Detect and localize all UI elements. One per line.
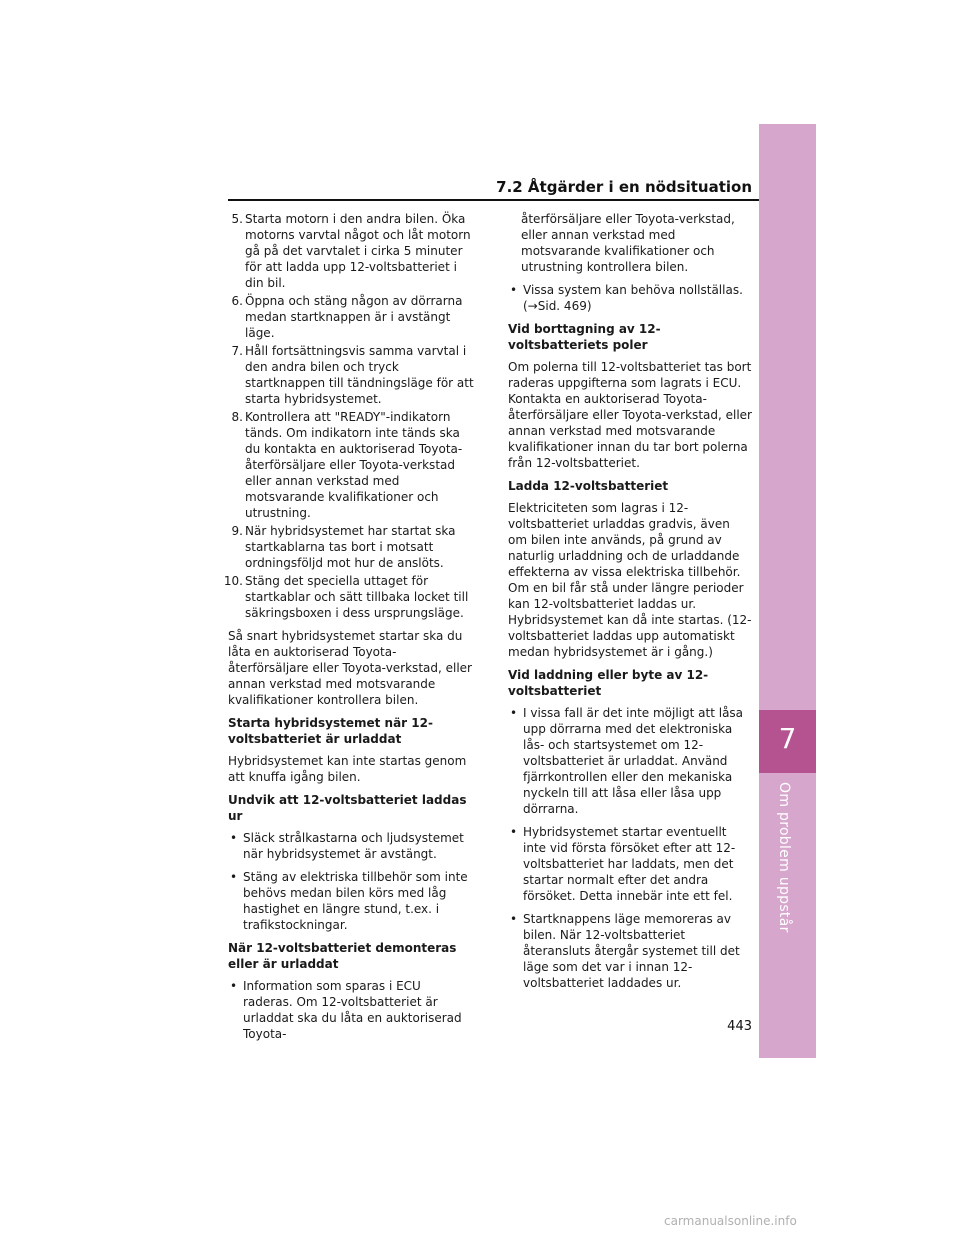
bullet-text: Vissa system kan behöva nollställas. (→Sid. 469) bbox=[523, 283, 743, 313]
left-column bbox=[223, 211, 474, 1049]
bullet-text: Släck strålkastarna och ljudsystemet när hybridsystemet är avstängt. bbox=[243, 831, 464, 861]
bullet-dot: • bbox=[230, 831, 238, 845]
bullet-item bbox=[228, 830, 474, 862]
header-divider bbox=[228, 199, 759, 201]
step-item bbox=[228, 409, 474, 521]
step-text: När hybridsystemet har startat ska startkablarna tas bort i motsatt ordningsföljd mot hur de anslöts. bbox=[245, 524, 456, 570]
numbered-steps bbox=[223, 211, 474, 621]
paragraph: Hybridsystemet kan inte startas genom att knuffa igång bilen. bbox=[228, 754, 467, 784]
paragraph: Om polerna till 12-voltsbatteriet tas bort raderas uppgifterna som lagrats i ECU. Kontakta en auktoriserad Toyota-återförsäljare eller Toyota-verkstad, eller annan verkstad med motsvarande kvalifikationer innan du tar bort polerna från 12-voltsbatteriet. bbox=[508, 360, 752, 470]
step-item bbox=[228, 343, 474, 407]
chapter-label: Om problem uppstår bbox=[776, 782, 792, 933]
bullet-text: I vissa fall är det inte möjligt att låsa upp dörrarna med det elektroniska lås- och startsystemet om 12-voltsbatteriet är urladdat. Använd fjärrkontrollen eller den mekaniska nyckeln till att låsa eller låsa upp dörrarna. bbox=[523, 706, 744, 816]
step-number: 10. bbox=[223, 574, 243, 588]
step-item bbox=[228, 211, 474, 291]
bullet-dot: • bbox=[510, 283, 518, 297]
watermark-text[interactable]: carmanualsonline.info bbox=[664, 1214, 797, 1228]
bullet-item bbox=[228, 978, 474, 1042]
bullet-text: Information som sparas i ECU raderas. Om 12-voltsbatteriet är urladdat ska du låta en auktoriserad Toyota- bbox=[243, 979, 462, 1041]
continued-bullet-text: återförsäljare eller Toyota-verkstad, eller annan verkstad med motsvarande kvalifikationer och utrustning kontrollera bilen. bbox=[521, 212, 735, 274]
bullet-dot: • bbox=[230, 870, 238, 884]
step-item bbox=[223, 573, 474, 621]
bullet-dot: • bbox=[510, 912, 518, 926]
chapter-number: 7 bbox=[778, 722, 797, 755]
bullet-text: Startknappens läge memoreras av bilen. När 12-voltsbatteriet återansluts återgår systemet till det läge som det var i innan 12-voltsbatteriet laddades ur. bbox=[523, 912, 740, 990]
subheading: Undvik att 12-voltsbatteriet laddas ur bbox=[228, 793, 467, 823]
step-number: 9. bbox=[231, 524, 243, 538]
bullet-dot: • bbox=[510, 706, 518, 720]
subheading: Starta hybridsystemet när 12-voltsbatteriet är urladdat bbox=[228, 716, 433, 746]
step-text: Öppna och stäng någon av dörrarna medan startknappen är i avstängt läge. bbox=[245, 294, 463, 340]
subheading: Ladda 12-voltsbatteriet bbox=[508, 479, 669, 493]
bullet-text: Stäng av elektriska tillbehör som inte behövs medan bilen körs med låg hastighet en längre stund, t.ex. i trafikstockningar. bbox=[243, 870, 468, 932]
subheading: Vid borttagning av 12-voltsbatteriets poler bbox=[508, 322, 661, 352]
bullet-text: Hybridsystemet startar eventuellt inte vid första försöket efter att 12-voltsbatteriet har laddats, men det startar normalt efter det andra försöket. Detta innebär inte ett fel. bbox=[523, 825, 736, 903]
page-number: 443 bbox=[727, 1019, 752, 1034]
step-text: Stäng det speciella uttaget för startkablar och sätt tillbaka locket till säkringsboxen i dess ursprungsläge. bbox=[245, 574, 469, 620]
bullet-item bbox=[228, 869, 474, 933]
step-text: Starta motorn i den andra bilen. Öka motorns varvtal något och låt motorn gå på det varvtalet i cirka 5 minuter för att ladda upp 12-voltsbatteriet i din bil. bbox=[245, 212, 471, 290]
bullet-item bbox=[508, 282, 752, 314]
step-text: Kontrollera att "READY"-indikatorn tänds. Om indikatorn inte tänds ska du kontakta en auktoriserad Toyota-återförsäljare eller Toyota-verkstad eller annan verkstad med motsvarande kvalifikationer och utrustning. bbox=[245, 410, 463, 520]
right-column bbox=[508, 211, 752, 998]
paragraph: Elektriciteten som lagras i 12-voltsbatteriet urladdas gradvis, även om bilen inte används, på grund av naturlig urladdning och de urladdande effekterna av vissa elektriska tillbehör. Om en bil får stå under längre perioder kan 12-voltsbatteriet laddas ur. Hybridsystemet kan då inte startas. (12-voltsbatteriet laddas upp automatiskt medan hybridsystemet är i gång.) bbox=[508, 501, 752, 659]
bullet-item bbox=[508, 705, 752, 817]
paragraph: Så snart hybridsystemet startar ska du låta en auktoriserad Toyota-återförsäljare eller Toyota-verkstad, eller annan verkstad med motsvarande kvalifikationer kontrollera bilen. bbox=[228, 629, 472, 707]
bullet-item bbox=[508, 911, 752, 991]
section-header-title: 7.2 Åtgärder i en nödsituation bbox=[496, 178, 752, 196]
subheading: Vid laddning eller byte av 12-voltsbatteriet bbox=[508, 668, 709, 698]
step-text: Håll fortsättningsvis samma varvtal i den andra bilen och tryck startknappen till tändningsläge för att starta hybridsystemet. bbox=[245, 344, 474, 406]
step-number: 5. bbox=[231, 212, 243, 226]
bullet-dot: • bbox=[230, 979, 238, 993]
subheading: När 12-voltsbatteriet demonteras eller är urladdat bbox=[228, 941, 457, 971]
bullet-item bbox=[508, 824, 752, 904]
step-item bbox=[228, 293, 474, 341]
step-number: 7. bbox=[231, 344, 243, 358]
bullet-dot: • bbox=[510, 825, 518, 839]
step-number: 8. bbox=[231, 410, 243, 424]
step-number: 6. bbox=[231, 294, 243, 308]
step-item bbox=[228, 523, 474, 571]
